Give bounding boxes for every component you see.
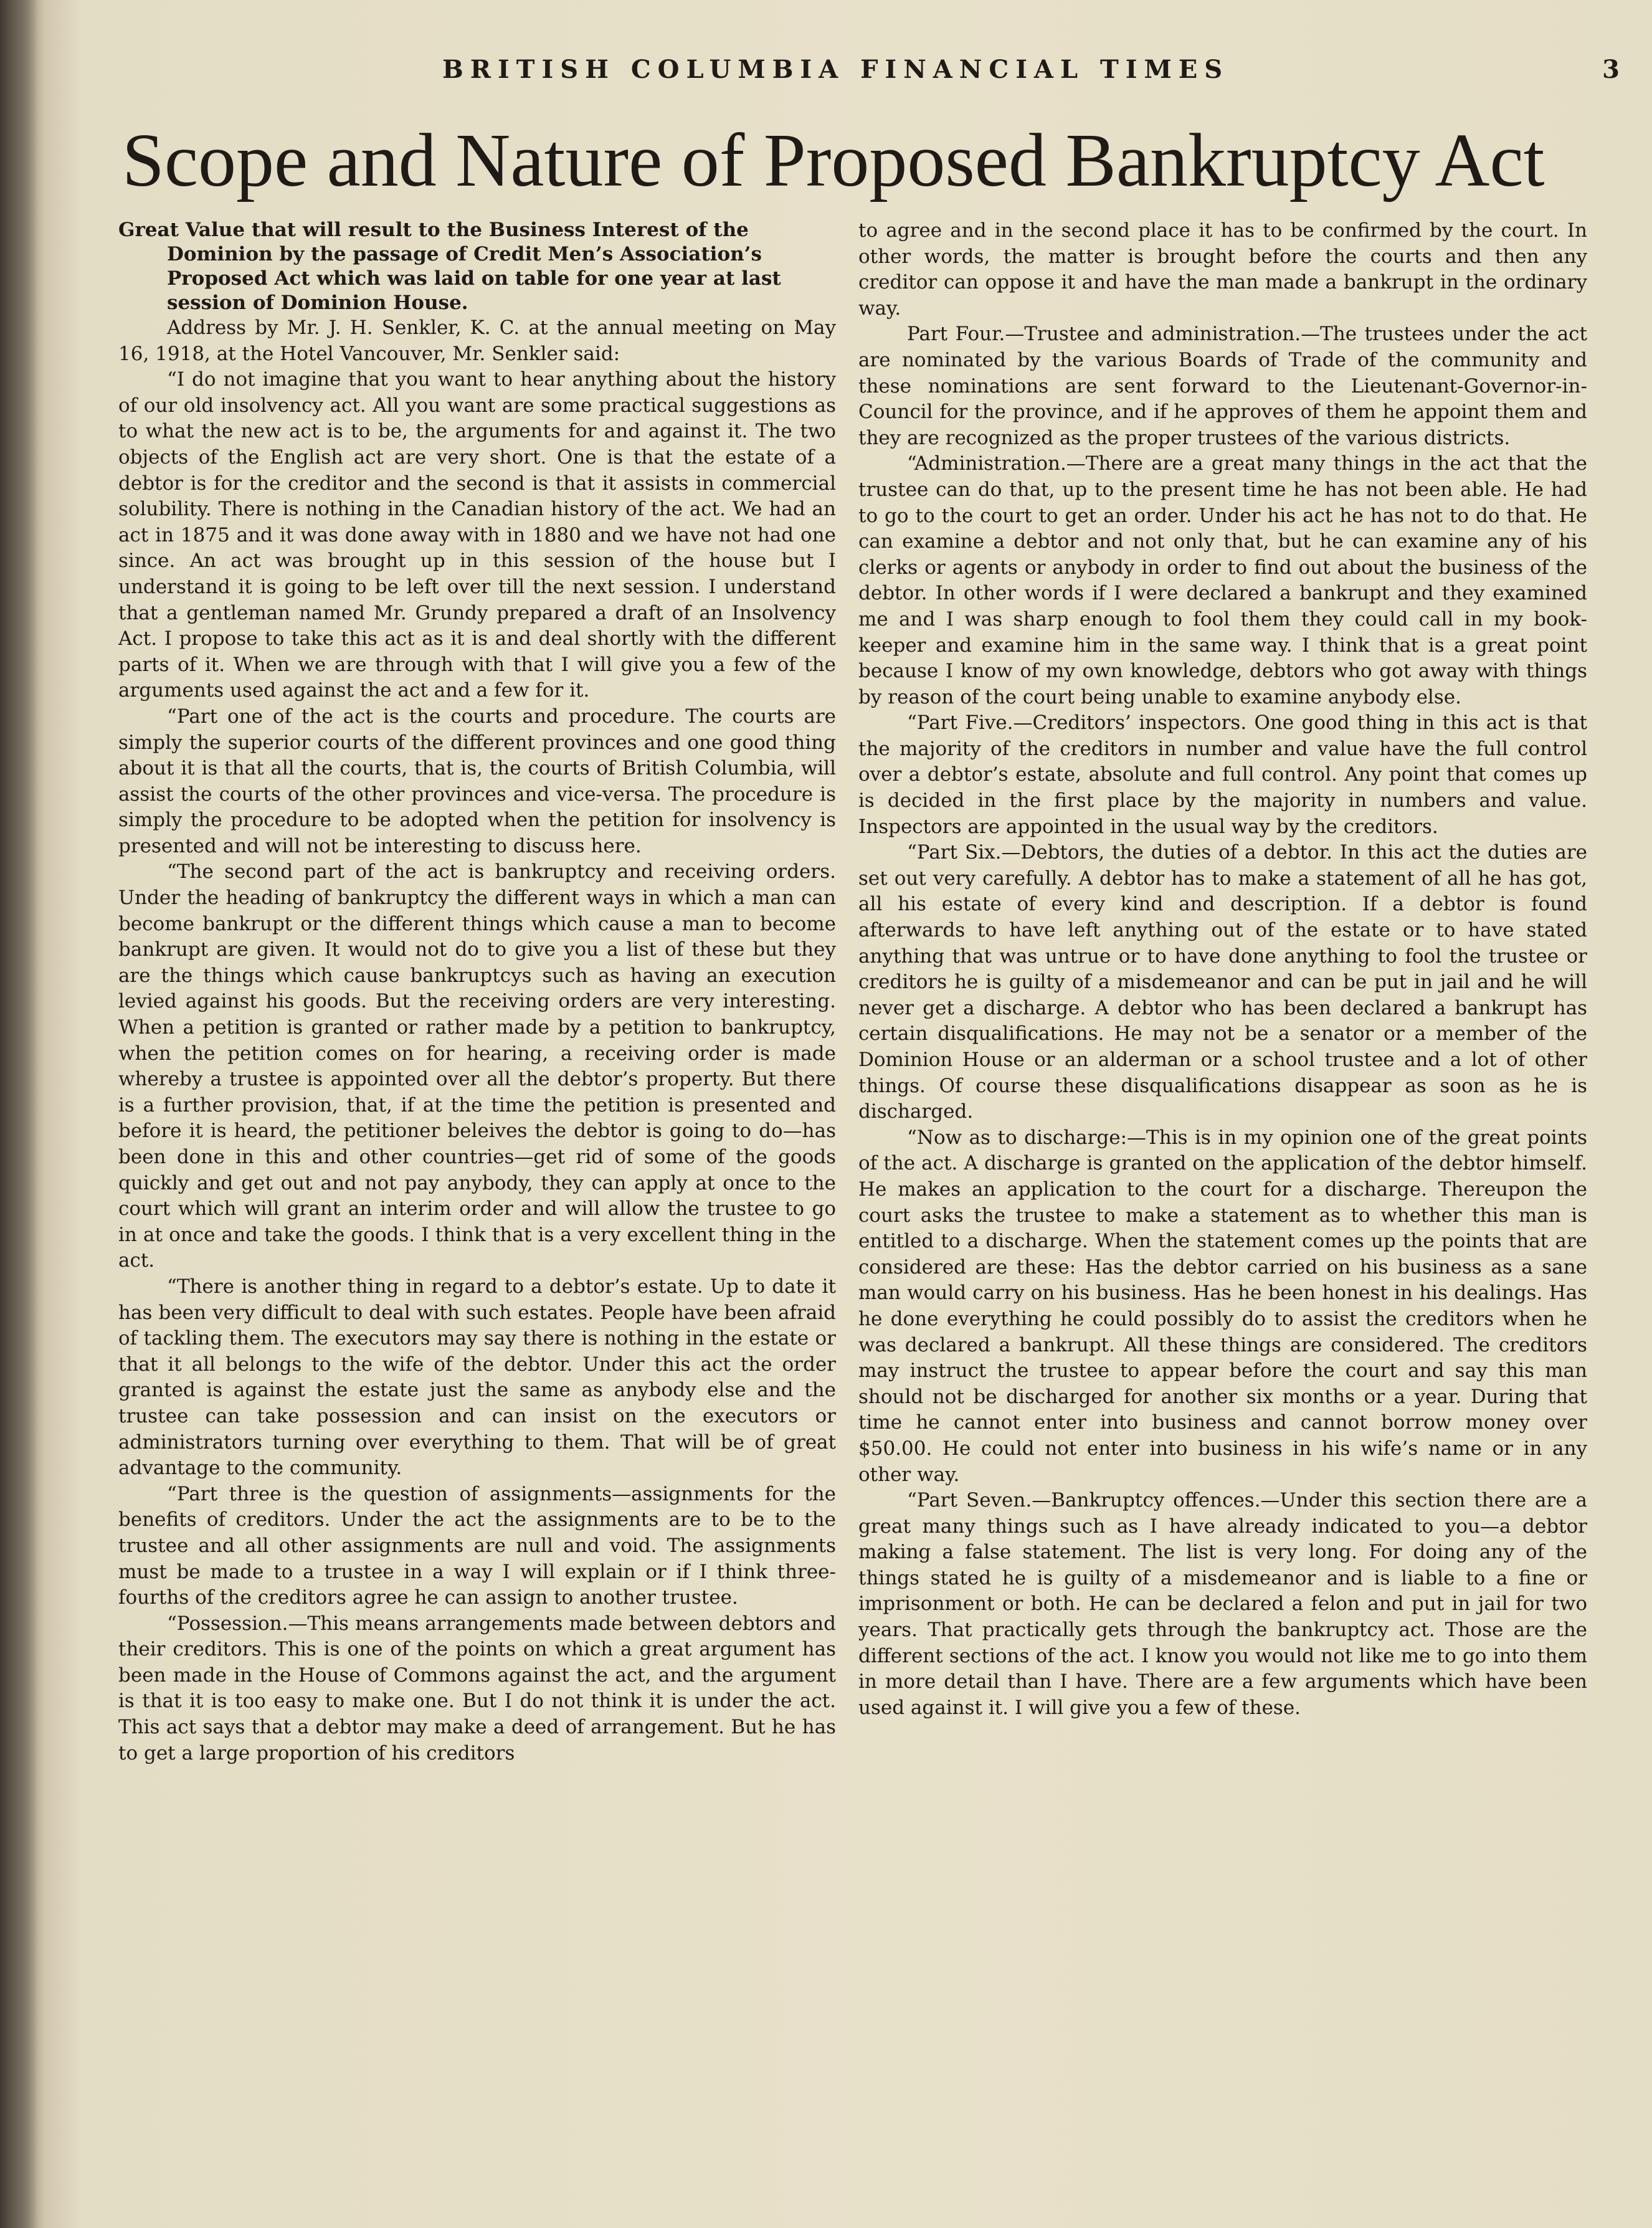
body-paragraph: “The second part of the act is bankruptcy and receiving orders. Under the heading of bankruptcy the different ways in which a man can become bankrupt or the different things which cause a man to become bankrupt are given. It would not do to give you a list of these but they are the things which cause bankruptcys such as having an execution levied against his goods. But the receiving orders are very interesting. When a petition is granted or rather made by a petition to bankruptcy, when the petition comes on for hearing, a receiving order is made whereby a trustee is appointed over all the debtor’s property. But there is a further provision, that, if at the time the petition is presented and before it is heard, the petitioner beleives the debtor is going to do—has been done in this and other countries—get rid of some of the goods quickly and get out and not pay anybody, they can apply at once to the court which will grant an interim order and will allow the trustee to go in at once and take the goods. I think that is a very excellent thing in the act.: [118, 860, 836, 1272]
body-paragraph: “Part one of the act is the courts and procedure. The courts are simply the superior courts of the different provinces and one good thing about it is that all the courts, that is, the courts of British Columbia, will assist the courts of the other provinces and vice-versa. The procedure is simply the procedure to be adopted when the petition for insolvency is presented and will not be interesting to discuss here.: [118, 705, 836, 857]
body-paragraph: Part Four.—Trustee and administration.—The trustees under the act are nominated by the various Boards of Trade of the community and these nominations are sent forward to the Lieutenant-Governor-in-Council for the province, and if he approves of them he appoint them and they are recognized as the proper trustees of the various districts.: [858, 323, 1587, 449]
body-paragraph: “There is another thing in regard to a debtor’s estate. Up to date it has been very difficult to deal with such estates. People have been afraid of tackling them. The executors may say there is nothing in the estate or that it all belongs to the wife of the debtor. Under this act the order granted is against the estate just the same as anybody else and the trustee can take possession and can insist on the executors or administrators turning over everything to them. That will be of great advantage to the community.: [118, 1275, 836, 1480]
body-paragraph: “Now as to discharge:—This is in my opinion one of the great points of the act. A discharge is granted on the application of the debtor himself. He makes an application to the court for a discharge. Thereupon the court asks the trustee to make a statement as to whether this man is entitled to a discharge. When the statement comes up the points that are considered are these: Has the debtor carried on his business as a sane man would carry on his business. Has he been honest in his dealings. Has he done everything he could possibly do to assist the creditors when he was declared a bankrupt. All these things are considered. The creditors may instruct the trustee to appear before the court and say this man should not be discharged for another six months or a year. During that time he cannot enter into business and cannot borrow money over $50.00. He could not enter into business in his wife’s name or in any other way.: [858, 1126, 1587, 1486]
article-headline: Scope and Nature of Proposed Bankruptcy Act: [122, 118, 1545, 202]
binding-gutter-shadow: [0, 0, 37, 2228]
body-paragraph: “Part Seven.—Bankruptcy offences.—Under this section there are a great many things such as I have already indicated to you—a debtor making a false statement. The list is very long. For doing any of the things stated he is guilty of a misdemeanor and is liable to a fine or imprisonment or both. He can be declared a felon and put in jail for two years. That practically gets through the bankruptcy act. Those are the different sections of the act. I know you would not like me to go into them in more detail than I have. There are a few arguments which have been used against it. I will give you a few of these.: [858, 1489, 1587, 1719]
left-column: [118, 218, 836, 1766]
body-paragraph: “Part Five.—Creditors’ inspectors. One good thing in this act is that the majority of the creditors in number and value have the full control over a debtor’s estate, absolute and full control. Any point that comes up is decided in the first place by the majority in numbers and value. Inspectors are appointed in the usual way by the creditors.: [858, 712, 1587, 838]
continued-paragraph: to agree and in the second place it has to be confirmed by the court. In other words, the matter is brought before the courts and then any creditor can oppose it and have the man made a bankrupt in the ordinary way.: [858, 219, 1587, 320]
body-paragraph: “Administration.—There are a great many things in the act that the trustee can do that, up to the present time he has not been able. He had to go to the court to get an order. Under his act he has not to do that. He can examine a debtor and not only that, but he can examine any of his clerks or agents or anybody in order to find out about the business of the debtor. In other words if I were declared a bankrupt and they examined me and I was sharp enough to fool them they could call in my book-keeper and examine him in the same way. I think that is a great point because I know of my own knowledge, debtors who got away with things by reason of the court being unable to examine anybody else.: [858, 452, 1587, 708]
body-paragraph: “Part three is the question of assignments—assignments for the benefits of creditors. Under the act the assignments are to be to the trustee and all other assignments are null and void. The assignments must be made to a trustee in a way I will explain or if I think three-fourths of the creditors agree he can assign to another trustee.: [118, 1482, 836, 1609]
right-column: [858, 218, 1587, 1721]
journal-name: BRITISH COLUMBIA FINANCIAL TIMES: [442, 55, 1230, 84]
page-number: 3: [1602, 55, 1620, 84]
body-paragraph: “Part Six.—Debtors, the duties of a debtor. In this act the duties are set out very carefully. A debtor has to make a statement of all he has got, all his estate of every kind and description. If a debtor is found afterwards to have left anything out of the estate or to have stated anything that was untrue or to have done anything to fool the trustee or creditors he is guilty of a misdemeanor and can be put in jail and he will never get a discharge. A debtor who has been declared a bankrupt has certain disqualifications. He may not be a senator or a member of the Dominion House or an alderman or a school trustee and a lot of other things. Of course these disqualifications disappear as soon as he is discharged.: [858, 841, 1587, 1123]
body-paragraph: “Possession.—This means arrangements made between debtors and their creditors. This is one of the points on which a great argument has been made in the House of Commons against the act, and the argument is that it is too easy to make one. But I do not think it is under the act. This act says that a debtor may make a deed of arrangement. But he has to get a large proportion of his creditors: [118, 1612, 836, 1764]
intro-paragraph: Address by Mr. J. H. Senkler, K. C. at the annual meeting on May 16, 1918, at the Hotel Vancouver, Mr. Senkler said:: [118, 317, 836, 365]
body-paragraph: “I do not imagine that you want to hear anything about the history of our old insolvency act. All you want are some practical suggestions as to what the new act is to be, the arguments for and against it. The two objects of the English act are very short. One is that the estate of a debtor is for the creditor and the second is that it assists in commercial solubility. There is nothing in the Canadian history of the act. We had an act in 1875 and it was done away with in 1880 and we have not had one since. An act was brought up in this session of the house but I understand it is going to be left over till the next session. I understand that a gentleman named Mr. Grundy prepared a draft of an Insolvency Act. I propose to take this act as it is and deal shortly with the different parts of it. When we are through with that I will give you a few of the arguments used against the act and a few for it.: [118, 368, 836, 702]
article-deck: Great Value that will result to the Business Interest of the Dominion by the passage of Credit Men’s Association’s Proposed Act which was laid on table for one year at last session of Dominion House.: [118, 219, 781, 314]
running-head: [125, 55, 1620, 92]
